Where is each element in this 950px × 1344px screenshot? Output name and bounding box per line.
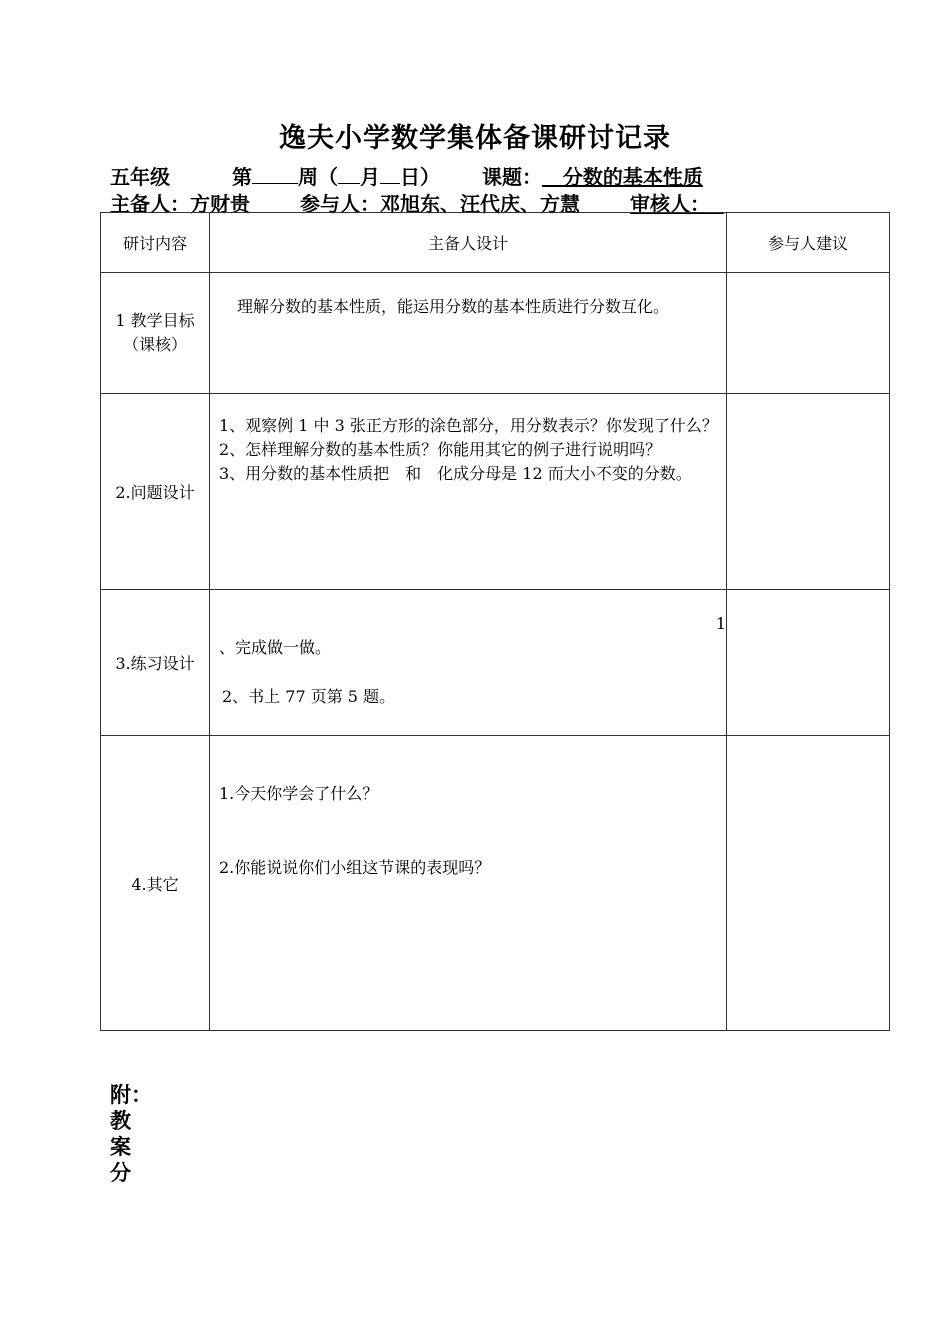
table-row	[101, 736, 890, 1031]
row-label-objectives: 1 教学目标 （课核）	[101, 273, 210, 394]
col-header-topic: 研讨内容	[101, 213, 210, 273]
header-line-1	[110, 161, 703, 190]
row-label-questions: 2.问题设计	[101, 394, 210, 590]
topic-value: 分数的基本性质	[562, 165, 703, 189]
page-title: 逸夫小学数学集体备课研讨记录	[279, 123, 671, 154]
grade: 五年级	[110, 165, 170, 189]
table-row	[101, 394, 890, 590]
suggestion-questions[interactable]	[727, 394, 890, 590]
design-questions	[210, 394, 727, 590]
reviewer-label: 审核人：	[630, 192, 710, 216]
annex-label: 附：教案分	[110, 1083, 152, 1185]
col-header-suggestion: 参与人建议	[727, 213, 890, 273]
practice-item: 、完成做一做。	[219, 638, 332, 657]
practice-item: 2、书上 77 页第 5 题。	[222, 687, 396, 706]
row-label-other: 4.其它	[101, 736, 210, 1031]
month-blank	[338, 165, 360, 184]
day-label: 日）	[400, 165, 440, 189]
col-header-design: 主备人设计	[210, 213, 727, 273]
week-prefix: 第	[232, 165, 252, 189]
table-row	[101, 590, 890, 736]
table-header-row	[101, 213, 890, 273]
participants-names: 邓旭东、汪代庆、方慧	[380, 192, 580, 216]
month-label: 月	[360, 165, 380, 189]
question-item: 1、观察例 1 中 3 张正方形的涂色部分，用分数表示？你发现了什么？	[219, 416, 718, 435]
topic-label: 课题：	[482, 165, 542, 189]
lead-label: 主备人：	[110, 192, 190, 216]
design-other	[210, 736, 727, 1031]
design-objectives: 理解分数的基本性质，能运用分数的基本性质进行分数互化。	[210, 273, 727, 394]
question-item: 2、怎样理解分数的基本性质？你能用其它的例子进行说明吗？	[219, 440, 662, 459]
table-row	[101, 273, 890, 394]
week-blank	[252, 165, 298, 184]
suggestion-other[interactable]	[727, 736, 890, 1031]
suggestion-objectives[interactable]	[727, 273, 890, 394]
suggestion-practice[interactable]	[727, 590, 890, 736]
record-table	[100, 212, 890, 1031]
design-practice	[210, 590, 727, 736]
day-blank	[380, 165, 400, 184]
other-item: 2.你能说说你们小组这节课的表现吗？	[219, 858, 491, 877]
practice-item-number: 1	[715, 614, 726, 633]
question-item: 3、用分数的基本性质把 和 化成分母是 12 而大小不变的分数。	[219, 464, 692, 483]
week-suffix: 周（	[298, 165, 338, 189]
lead-name: 方财贵	[190, 192, 250, 216]
row-label-practice: 3.练习设计	[101, 590, 210, 736]
participants-label: 参与人：	[300, 192, 380, 216]
other-item: 1.今天你学会了什么？	[219, 784, 379, 803]
